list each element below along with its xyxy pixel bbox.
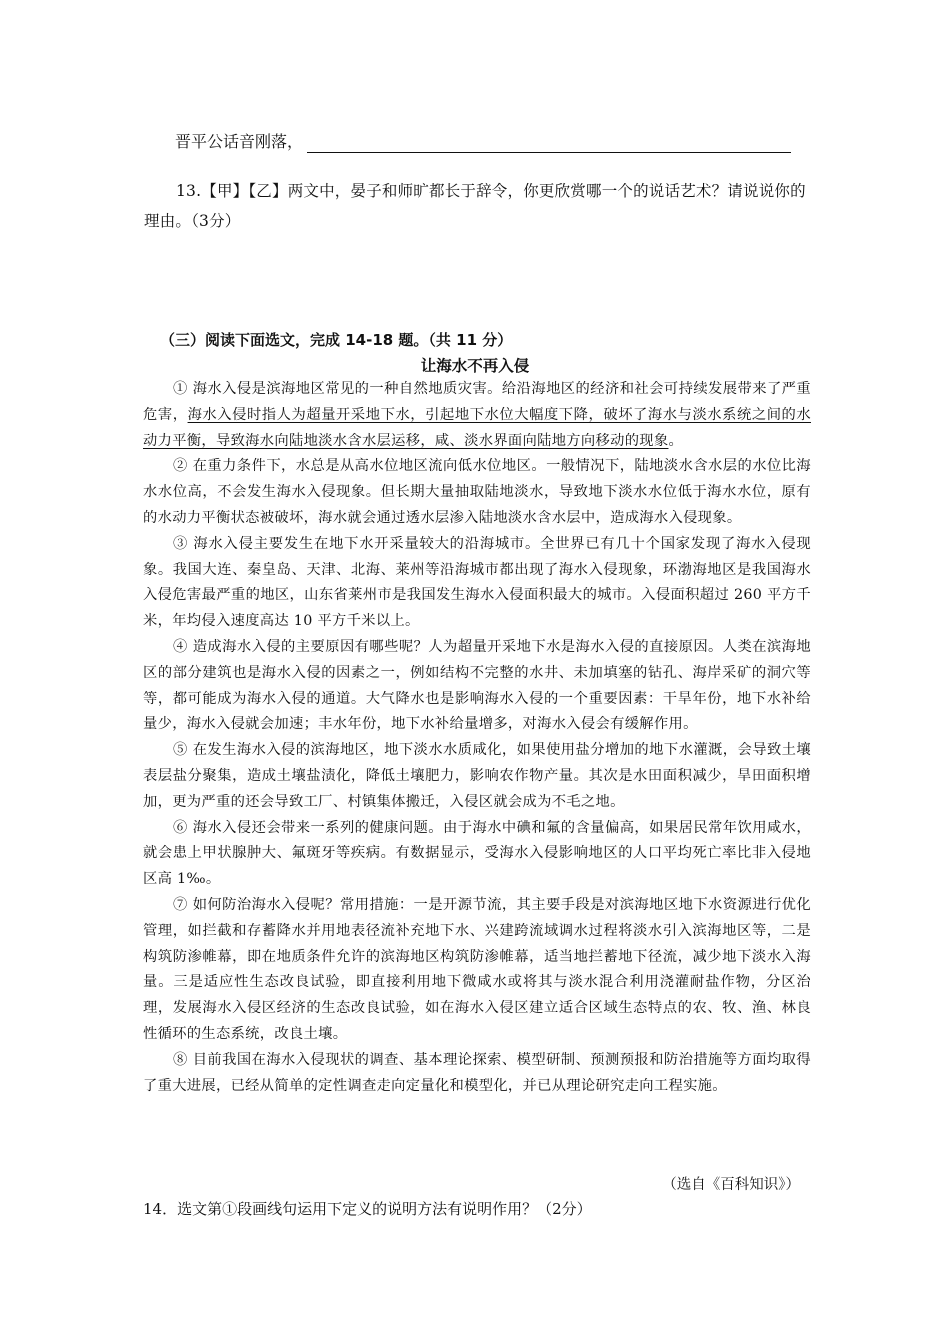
- article-body: [143, 377, 811, 1099]
- answer-blank[interactable]: [307, 151, 791, 153]
- paragraph-8: ⑧ 目前我国在海水入侵现状的调查、基本理论探索、模型研制、预测预报和防治措施等方面均取得了重大进展，已经从简单的定性调查走向定量化和模型化，并已从理论研究走向工程实施。: [143, 1051, 811, 1094]
- q12-line-text: 晋平公话音刚落，: [175, 132, 304, 151]
- paragraph-6: ⑥ 海水入侵还会带来一系列的健康问题。由于海水中碘和氟的含量偏高，如果居民常年饮用咸水，就会患上甲状腺肿大、氟斑牙等疾病。有数据显示，受海水入侵影响地区的人口平均死亡率比非入侵地区高 1‰。: [143, 819, 811, 888]
- paragraph-5: ⑤ 在发生海水入侵的滨海地区，地下淡水水质咸化，如果使用盐分增加的地下水灌溉，会导致土壤表层盐分聚集，造成土壤盐渍化，降低土壤肥力，影响农作物产量。其次是水田面积减少，旱田面积增加，更为严重的还会导致工厂、村镇集体搬迁，入侵区就会成为不毛之地。: [143, 742, 811, 810]
- underlined-definition: 海水入侵时指人为超量开采地下水，引起地下水位大幅度下降，破坏了海水与淡水系统之间的水动力平衡，导致海水向陆地淡水含水层运移，咸、淡水界面向陆地方向移动的现象: [143, 406, 811, 449]
- paragraph-1: [143, 377, 811, 454]
- q12-answer-line: [175, 128, 791, 156]
- paragraph-3: ③ 海水入侵主要发生在地下水开采量较大的沿海城市。全世界已有几十个国家发现了海水入侵现象。我国大连、秦皇岛、天津、北海、莱州等沿海城市都出现了海水入侵现象，环渤海地区是我国海水入侵危害最严重的地区，山东省莱州市是我国发生海水入侵面积最大的城市。入侵面积超过 260 平方千米，年均侵入速度高达 10 平方千米以上。: [143, 535, 811, 630]
- paragraph-7: ⑦ 如何防治海水入侵呢？常用措施：一是开源节流，其主要手段是对滨海地区地下水资源进行优化管理，如拦截和存蓄降水并用地表径流补充地下水、兴建跨流域调水过程将淡水引入滨海地区等，二是构筑防渗帷幕，即在地质条件允许的滨海地区构筑防渗帷幕，适当地拦蓄地下径流，减少地下淡水入海量。三是适应性生态改良试验，即直接利用地下微咸水或将其与淡水混合利用浇灌耐盐作物，分区治理，发展海水入侵区经济的生态改良试验，如在海水入侵区建立适合区域生态特点的农、牧、渔、林良性循环的生态系统，改良土壤。: [143, 896, 811, 1042]
- paragraph-2: ② 在重力条件下，水总是从高水位地区流向低水位地区。一般情况下，陆地淡水含水层的水位比海水水位高，不会发生海水入侵现象。但长期大量抽取陆地淡水，导致地下淡水水位低于海水水位，原有的水动力平衡状态被破坏，海水就会通过透水层渗入陆地淡水含水层中，造成海水入侵现象。: [143, 458, 811, 526]
- source-citation: （选自《百科知识》）: [662, 1177, 800, 1193]
- question-13: 13.【甲】【乙】两文中，晏子和师旷都长于辞令，你更欣赏哪一个的说话艺术？请说说你的理由。（3分）: [144, 182, 806, 230]
- article-title: 让海水不再入侵: [420, 357, 530, 375]
- p1-text: ① 海水入侵是滨海地区常见的一种自然地质灾害。给沿海地区的经济和社会可持续发展带来了严重危害，: [143, 381, 811, 423]
- p1-end: 。: [668, 432, 684, 449]
- paragraph-4: ④ 造成海水入侵的主要原因有哪些呢？人为超量开采地下水是海水入侵的直接原因。人类在滨海地区的部分建筑也是海水入侵的因素之一，例如结构不完整的水井、未加填塞的钻孔、海岸采矿的洞穴等等，都可能成为海水入侵的通道。大气降水也是影响海水入侵的一个重要因素：干旱年份，地下水补给量少，海水入侵就会加速；丰水年份，地下水补给量增多，对海水入侵会有缓解作用。: [143, 638, 811, 733]
- section-title: （三）阅读下面选文，完成 14-18 题。（共 11 分）: [160, 331, 513, 349]
- question-14: 14．选文第①段画线句运用下定义的说明方法有说明作用？（2分）: [143, 1200, 592, 1218]
